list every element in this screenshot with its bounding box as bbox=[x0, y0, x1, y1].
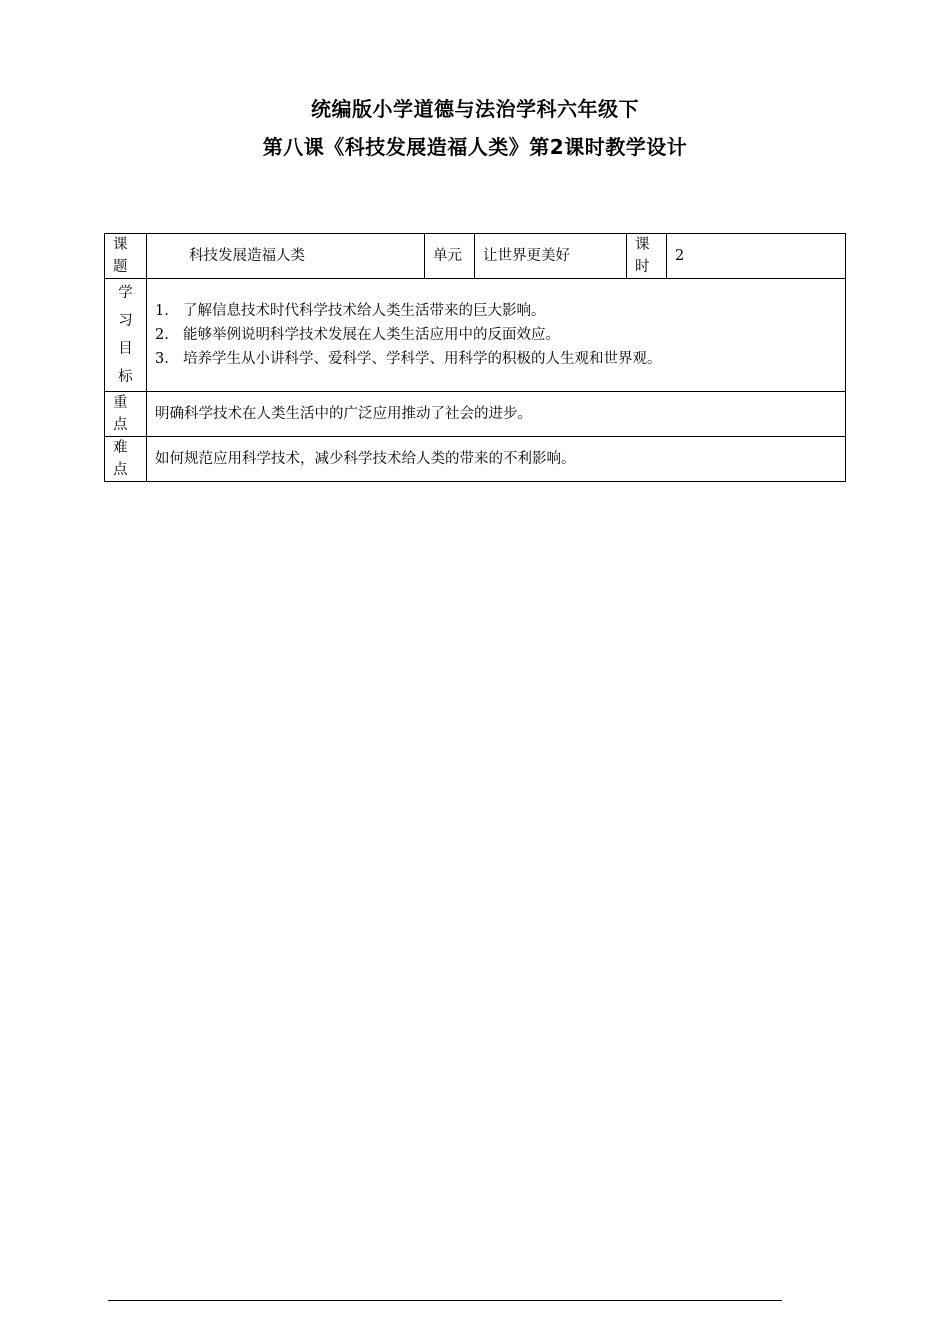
unit-value: 让世界更美好 bbox=[475, 234, 627, 279]
goals-list bbox=[147, 279, 846, 392]
difficulty-label: 难点 bbox=[105, 437, 147, 482]
goals-label bbox=[105, 279, 147, 392]
footer-divider bbox=[108, 1300, 782, 1301]
document-title: 统编版小学道德与法治学科六年级下 bbox=[311, 97, 639, 121]
list-item bbox=[155, 323, 837, 347]
list-item bbox=[155, 347, 837, 371]
goals-label-line1: 学习 bbox=[118, 285, 133, 329]
table-row bbox=[105, 437, 846, 482]
period-label: 课时 bbox=[627, 234, 667, 279]
topic-label: 课题 bbox=[105, 234, 147, 279]
goals-label-line2: 目标 bbox=[118, 341, 133, 385]
goal-text: 能够举例说明科学技术发展在人类生活应用中的反面效应。 bbox=[183, 327, 560, 343]
topic-value: 科技发展造福人类 bbox=[147, 234, 425, 279]
table-row bbox=[105, 392, 846, 437]
goal-number: 2. bbox=[155, 327, 169, 343]
key-point-value: 明确科学技术在人类生活中的广泛应用推动了社会的进步。 bbox=[147, 392, 846, 437]
goal-text: 培养学生从小讲科学、爱科学、学科学、用科学的积极的人生观和世界观。 bbox=[183, 351, 662, 367]
goal-text: 了解信息技术时代科学技术给人类生活带来的巨大影响。 bbox=[183, 303, 546, 319]
goal-number: 1. bbox=[155, 303, 169, 319]
lesson-plan-table bbox=[104, 233, 846, 482]
table-row bbox=[105, 279, 846, 392]
period-value: 2 bbox=[667, 234, 846, 279]
key-point-label: 重点 bbox=[105, 392, 147, 437]
goal-number: 3. bbox=[155, 351, 169, 367]
difficulty-value: 如何规范应用科学技术，减少科学技术给人类的带来的不利影响。 bbox=[147, 437, 846, 482]
table-row bbox=[105, 234, 846, 279]
document-subtitle: 第八课《科技发展造福人类》第2课时教学设计 bbox=[262, 135, 688, 159]
unit-label: 单元 bbox=[425, 234, 475, 279]
list-item bbox=[155, 299, 837, 323]
